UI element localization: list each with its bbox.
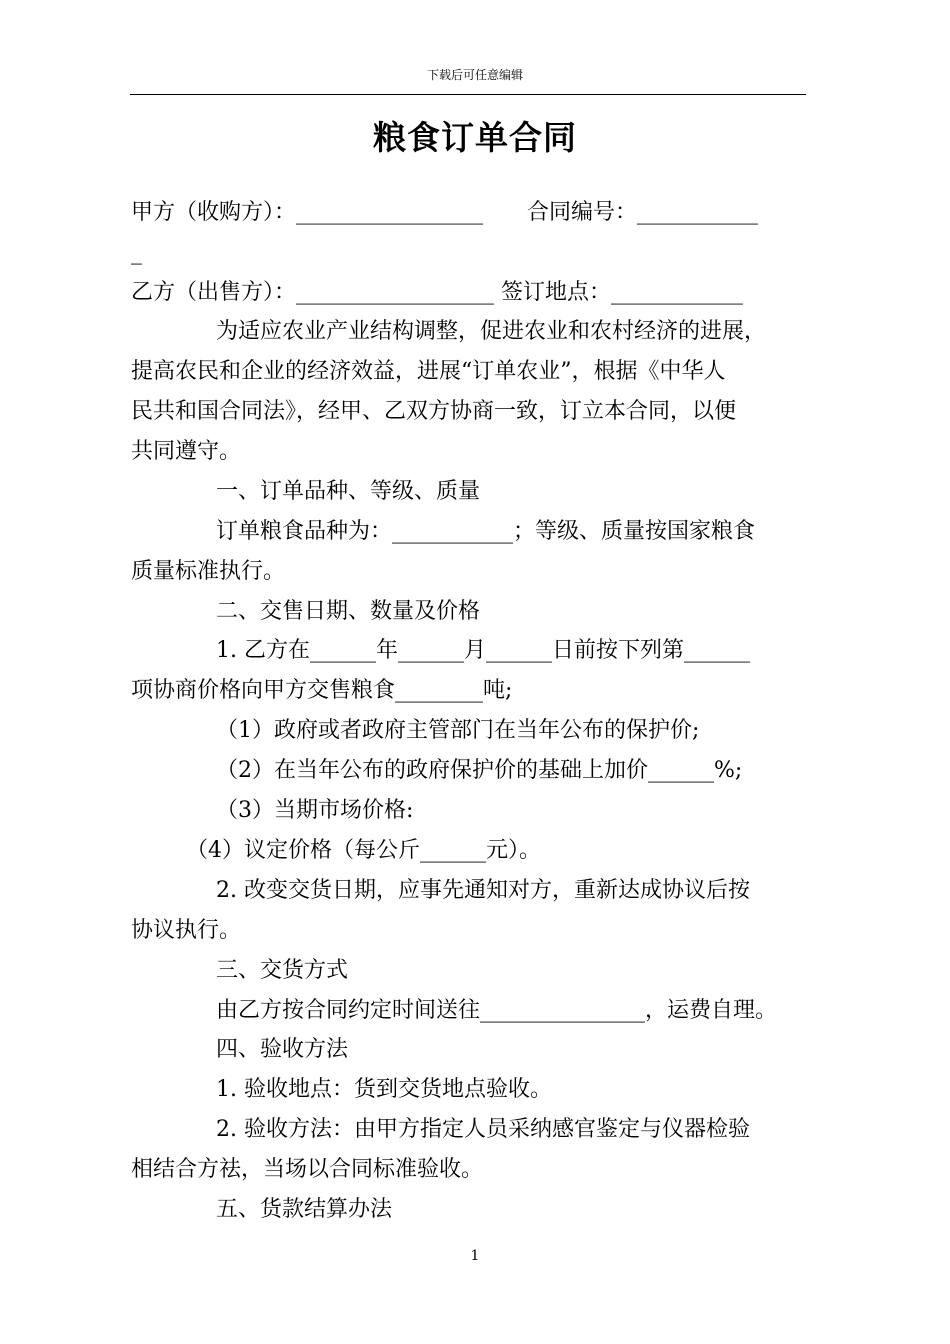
- section-2-item-2-continued: 协议执行。: [131, 918, 242, 943]
- section-3-line-1: 由乙方按合同约定时间送往_______________，运费自理。: [216, 998, 778, 1023]
- preamble-line-2: 提高农民和企业的经济效益，进展“订单农业”，根据《中华人: [131, 359, 726, 384]
- preamble-line-4: 共同遵守。: [131, 439, 242, 464]
- section-1-line-1: 订单粮食品种为：___________；等级、质量按国家粮食: [216, 519, 756, 544]
- section-4-item-1: 1. 验收地点：货到交货地点验收。: [216, 1077, 552, 1102]
- party-a-line-continued: _: [131, 240, 142, 265]
- section-4-item-2-continued: 相结合方祛，当场以合同标准验收。: [131, 1157, 484, 1182]
- price-option-3: （3）当期市场价格:: [216, 798, 414, 823]
- preamble-line-3: 民共和国合同法》，经甲、乙双方协商一致，订立本合同，以便: [131, 399, 737, 424]
- section-2-item-2: 2. 改变交货日期，应事先通知对方，重新达成协议后按: [216, 878, 750, 903]
- price-option-1: （1）政府或者政府主管部门在当年公布的保护价;: [216, 718, 700, 743]
- section-1-line-2: 质量标准执行。: [131, 559, 286, 584]
- document-title: 粮食订单合同: [373, 118, 577, 157]
- section-4-item-2: 2. 验收方法：由甲方指定人员采纳感官鉴定与仪器检验: [216, 1117, 750, 1142]
- price-option-2: （2）在当年公布的政府保护价的基础上加价______%;: [216, 758, 743, 783]
- section-5-heading: 五、货款结算办法: [216, 1197, 393, 1222]
- preamble-line-1: 为适应农业产业结构调整，促进农业和农村经济的进展，: [216, 319, 767, 344]
- price-option-4: （4）议定价格（每公斤______元）。: [186, 838, 541, 863]
- section-4-heading: 四、验收方法: [216, 1037, 349, 1062]
- party-b-line: 乙方（出售方）：__________________ 签订地点：____________: [131, 280, 743, 305]
- section-2-heading: 二、交售日期、数量及价格: [216, 599, 481, 624]
- header-rule: [130, 94, 806, 95]
- page-number: 1: [470, 1248, 480, 1264]
- section-2-item-1-continued: 项协商价格向甲方交售粮食________吨;: [131, 678, 513, 703]
- section-2-item-1: 1. 乙方在______年______月______日前按下列第______: [216, 638, 750, 663]
- header-note: 下载后可任意编辑: [426, 68, 523, 82]
- section-1-heading: 一、订单品种、等级、质量: [216, 479, 481, 504]
- party-a-line: 甲方（收购方）：_________________ 合同编号：___________: [131, 200, 759, 225]
- section-3-heading: 三、交货方式: [216, 958, 349, 983]
